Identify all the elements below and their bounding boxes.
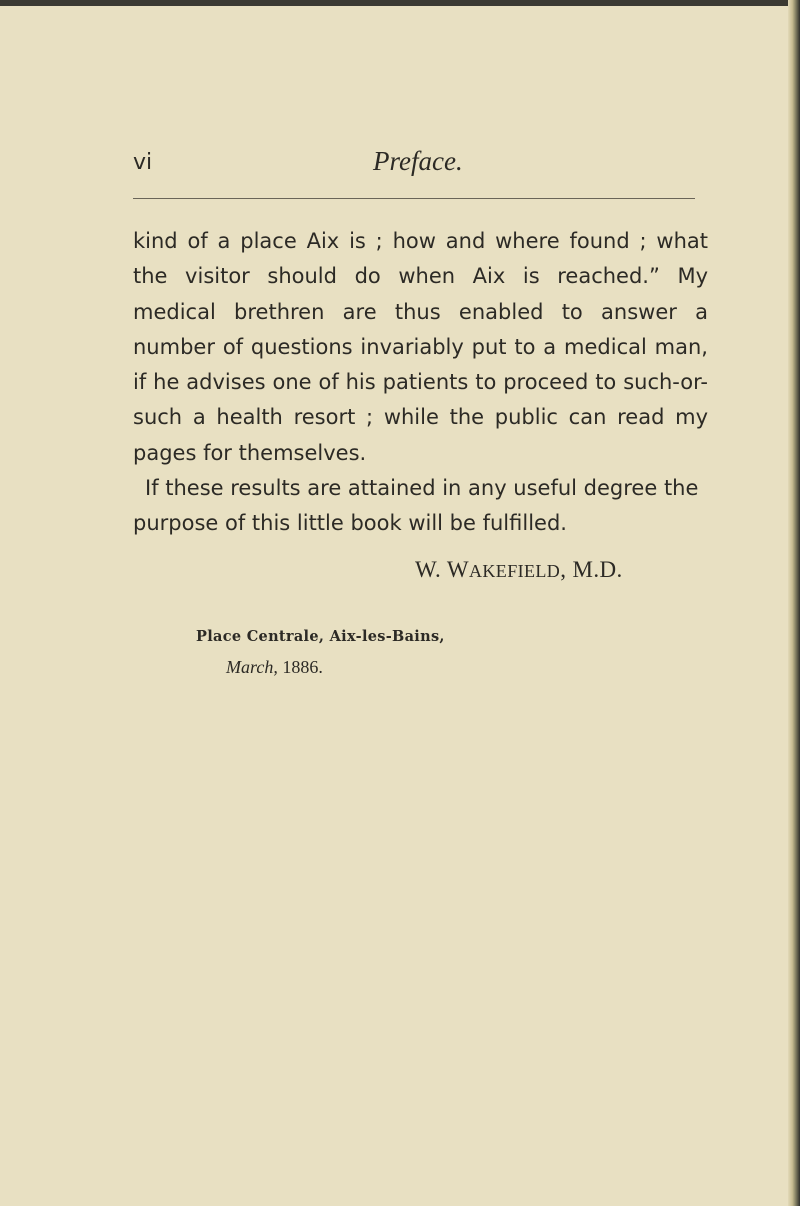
page-top-edge [0,0,800,6]
body-text [133,224,708,542]
signature-surname-smallcaps: AKEFIELD [469,561,561,581]
paragraph-2: If these results are attained in any useful degree the purpose of this little book will be fulfilled. [133,476,699,536]
header-rule [133,198,695,199]
page-header [133,144,695,188]
place-line: Place Centrale, Aix-les-Bains, [196,628,445,645]
date-line [226,657,323,678]
running-title: Preface. [373,146,463,176]
signature-suffix: , M.D. [560,557,623,582]
paragraph-1: kind of a place Aix is ; how and where found ; what the visitor should do when Aix is reached.” My medical brethren are thus enabled to answer a number of questions invariably put to a medical man, if he advises one of his patients to proceed to such-or-such a health resort ; while the public can read my pages for themselves. [133,229,708,465]
author-signature [415,557,623,583]
signature-initial: W. W [415,557,469,582]
date-month: March, [226,657,278,677]
page-number: vi [133,150,153,175]
date-year: 1886. [277,657,323,677]
page-right-edge [788,0,800,1206]
